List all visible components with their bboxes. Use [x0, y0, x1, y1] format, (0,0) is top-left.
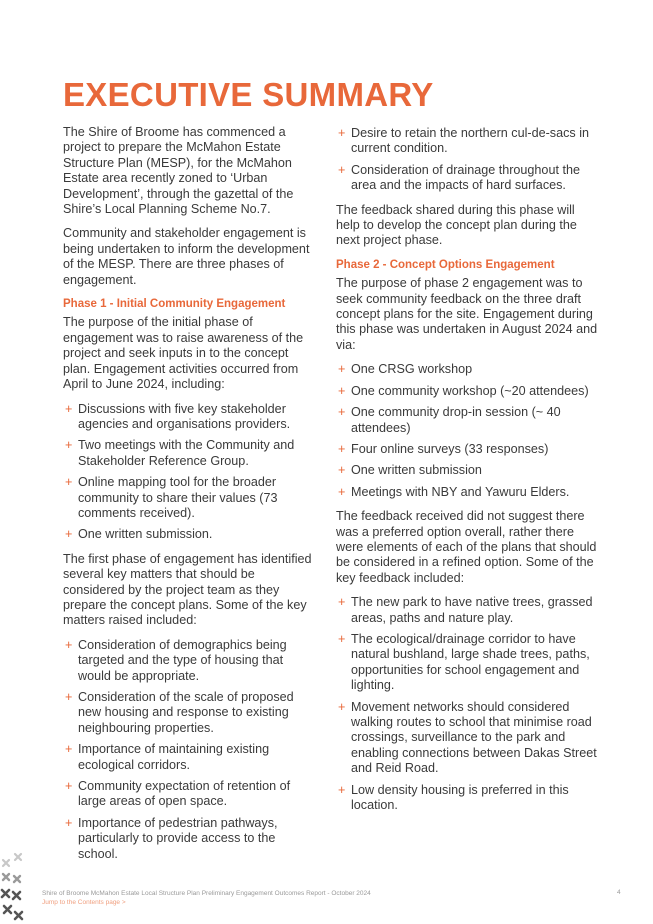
list-item	[63, 690, 318, 736]
decorative-cross-pattern	[0, 852, 30, 924]
list-item	[336, 442, 598, 457]
list-item-text: One written submission	[351, 463, 482, 478]
intro-paragraph: The Shire of Broome has commenced a project to prepare the McMahon Estate Structure Plan (MESP), for the McMahon Estate area recently zoned to ‘Urban Development’, through the gazettal of the Shire’s Local Planning Scheme No.7.	[63, 125, 294, 217]
list-item-text: Community expectation of retention of large areas of open space.	[78, 779, 291, 809]
list-item-text: Four online surveys (33 responses)	[351, 441, 549, 456]
list-item	[336, 632, 598, 694]
plus-bullet-icon: +	[65, 475, 73, 490]
list-item	[336, 405, 598, 436]
list-item-text: Desire to retain the northern cul-de-sacs in current condition.	[351, 126, 589, 156]
plus-bullet-icon: +	[338, 595, 346, 610]
list-item-text: The new park to have native trees, grassed areas, paths and nature play.	[351, 595, 593, 625]
list-item	[336, 362, 598, 377]
list-item-text: One community workshop (~20 attendees)	[351, 383, 589, 398]
phase2-feedback-paragraph: The feedback received did not suggest there was a preferred option overall, rather there were elements of each of the plans that should be considered in a refined option. Some of the key feedback included:	[336, 509, 597, 585]
plus-bullet-icon: +	[338, 362, 346, 377]
list-item	[63, 779, 318, 810]
phase1-paragraph: The purpose of the initial phase of engagement was to raise awareness of the project and seek inputs in to the concept plan. Engagement activities occurred from April to June 2024, including:	[63, 315, 304, 392]
matters-list-continued	[336, 126, 598, 194]
plus-bullet-icon: +	[65, 779, 73, 794]
list-item	[63, 742, 318, 773]
list-item-text: One written submission.	[78, 527, 213, 542]
list-item	[336, 463, 598, 478]
list-item-text: The ecological/drainage corridor to have natural bushland, large shade trees, paths, opportunities for school engagement and lighting.	[351, 631, 590, 693]
page-number: 4	[617, 889, 621, 896]
plus-bullet-icon: +	[338, 699, 346, 714]
list-item	[336, 126, 598, 157]
key-feedback-list	[336, 595, 598, 813]
plus-bullet-icon: +	[338, 383, 346, 398]
plus-bullet-icon: +	[65, 401, 73, 416]
list-item	[63, 638, 318, 684]
list-item	[336, 783, 598, 814]
phase2-heading: Phase 2 - Concept Options Engagement	[336, 258, 555, 271]
list-item-text: Consideration of demographics being targeted and the type of housing that would be appropriate.	[78, 637, 287, 683]
list-item-text: One community drop-in session (~ 40 attendees)	[351, 405, 561, 435]
list-item	[336, 384, 598, 399]
list-item-text: Low density housing is preferred in this location.	[351, 782, 569, 813]
list-item-text: Two meetings with the Community and Stakeholder Reference Group.	[78, 438, 295, 468]
list-item-text: Consideration of drainage throughout the area and the impacts of hard surfaces.	[351, 162, 580, 193]
list-item-text: Importance of maintaining existing ecological corridors.	[78, 742, 270, 772]
plus-bullet-icon: +	[338, 463, 346, 478]
list-item	[63, 475, 318, 521]
phase1-heading: Phase 1 - Initial Community Engagement	[63, 298, 286, 311]
matters-paragraph: The first phase of engagement has identified several key matters that should be considered by the project team as they prepare the concept plans. Some of the key matters raised included:	[63, 551, 312, 628]
list-item-text: Meetings with NBY and Yawuru Elders.	[351, 484, 570, 499]
plus-bullet-icon: +	[338, 631, 346, 646]
list-item-text: One CRSG workshop	[351, 362, 473, 377]
list-item-text: Consideration of the scale of proposed new housing and response to existing neighbouring properties.	[78, 690, 294, 735]
list-item	[63, 438, 318, 469]
plus-bullet-icon: +	[338, 782, 346, 797]
phase2-list	[336, 362, 598, 500]
page-title: EXECUTIVE SUMMARY	[63, 76, 434, 113]
list-item-text: Discussions with five key stakeholder agencies and organisations providers.	[78, 401, 291, 431]
list-item	[336, 485, 598, 500]
plus-bullet-icon: +	[338, 484, 346, 499]
left-column	[63, 125, 318, 871]
list-item-text: Online mapping tool for the broader community to share their values (73 comments received).	[78, 475, 278, 520]
engagement-paragraph: Community and stakeholder engagement is being undertaken to inform the development of the MESP. There are three phases of engagement.	[63, 226, 310, 287]
plus-bullet-icon: +	[338, 126, 346, 140]
list-item	[63, 402, 318, 433]
plus-bullet-icon: +	[65, 815, 73, 830]
plus-bullet-icon: +	[338, 405, 346, 420]
plus-bullet-icon: +	[65, 742, 73, 757]
plus-bullet-icon: +	[65, 527, 73, 542]
phase2-paragraph: The purpose of phase 2 engagement was to seek community feedback on the three draft concept plans for the site. Engagement during this phase was undertaken in August 2024 and via:	[336, 276, 598, 352]
phase1-list	[63, 402, 318, 543]
list-item	[336, 163, 598, 194]
plus-bullet-icon: +	[65, 690, 73, 704]
right-column	[336, 126, 598, 822]
footer-report-title: Shire of Broome McMahon Estate Local Structure Plan Preliminary Engagement Outcomes Report - October 2024	[42, 890, 371, 897]
footer	[42, 889, 371, 907]
list-item	[63, 816, 318, 862]
plus-bullet-icon: +	[338, 441, 346, 456]
list-item	[336, 595, 598, 626]
list-item	[63, 527, 318, 542]
feedback-paragraph: The feedback shared during this phase will help to develop the concept plan during the next project phase.	[336, 202, 577, 248]
jump-to-contents-link[interactable]: Jump to the Contents page >	[42, 899, 126, 906]
list-item-text: Importance of pedestrian pathways, particularly to provide access to the school.	[78, 815, 278, 861]
list-item-text: Movement networks should considered walking routes to school that minimise road crossings, surveillance to the park and enabling connections between Dakas Street and Reid Road.	[351, 699, 597, 776]
list-item	[336, 700, 598, 777]
plus-bullet-icon: +	[338, 162, 346, 177]
plus-bullet-icon: +	[65, 637, 73, 652]
plus-bullet-icon: +	[65, 438, 73, 453]
matters-list	[63, 638, 318, 862]
